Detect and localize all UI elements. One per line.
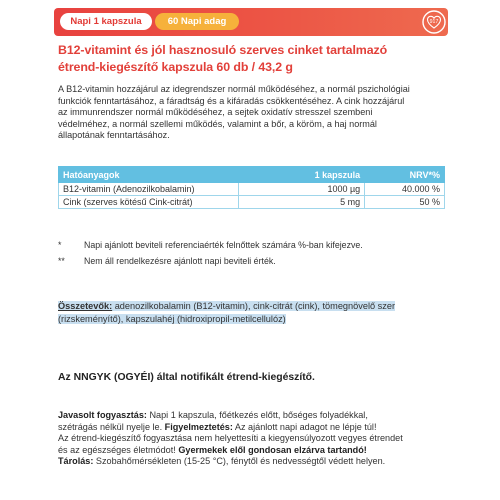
header-ingredients: Hatóanyagok <box>59 167 239 183</box>
product-description <box>58 84 450 142</box>
ingredients-text: (rizskeményítő), kapszulahéj (hidroxipropil-metilcellulóz) <box>58 313 286 324</box>
footnote-mark: ** <box>58 256 65 266</box>
daily-dose-badge: 60 Napi adag <box>155 13 239 30</box>
cell-nrv: 40.000 % <box>365 183 445 196</box>
usage-label: Javasolt fogyasztás: <box>58 410 147 420</box>
brand-logo-icon <box>422 10 446 34</box>
cell-nrv: 50 % <box>365 196 445 209</box>
usage-text: szétrágás nélkül nyelje le. <box>58 421 165 432</box>
nutrition-table <box>58 166 445 209</box>
footnote-text: Nem áll rendelkezésre ajánlott napi beviteli érték. <box>84 256 276 266</box>
description-line: védelméhez, a normál szellemi működés, valamint a bőr, a köröm, a haj normál <box>58 118 377 129</box>
footnote-text: Napi ajánlott beviteli referenciaérték felnőttek számára %-ban kifejezve. <box>84 240 363 250</box>
cell-name: Cink (szerves kötésű Cink-citrát) <box>59 196 239 209</box>
header-per-capsule: 1 kapszula <box>238 167 365 183</box>
storage-label: Tárolás: <box>58 456 94 467</box>
table-header-row <box>59 167 445 183</box>
cell-name: B12-vitamin (Adenozilkobalamin) <box>59 183 239 196</box>
ingredients-label: Összetevők: <box>58 301 113 311</box>
usage-block <box>58 410 458 468</box>
table-row <box>59 196 445 209</box>
cell-amount: 5 mg <box>238 196 365 209</box>
daily-capsule-badge: Napi 1 kapszula <box>60 13 152 30</box>
title-line: étrend-kiegészítő kapszula 60 db / 43,2 g <box>58 60 293 74</box>
children-warning: Gyermekek elől gondosan elzárva tartandó! <box>178 444 367 455</box>
usage-text: Napi 1 kapszula, főétkezés előtt, bőséges folyadékkal, <box>146 410 368 420</box>
title-line: B12-vitamint és jól hasznosuló szerves cinket tartalmazó <box>58 43 388 57</box>
description-line: állapotának fenntartásához. <box>58 130 170 141</box>
ingredients-text: adenozilkobalamin (B12-vitamin), cink-citrát (cink), tömegnövelő szer <box>112 301 396 311</box>
notification-statement: Az NNGYK (OGYÉI) által notifikált étrend-kiegészítő. <box>58 372 315 383</box>
usage-text: és az egészséges életmódot! <box>58 444 179 455</box>
description-line: az immunrendszer normál működéséhez, a sejtek oxidatív stresszel szembeni <box>58 107 373 118</box>
storage-text: Szobahőmérsékleten (15-25 °C), fénytől és nedvességtől védett helyen. <box>93 456 386 467</box>
description-line: A B12-vitamin hozzájárul az idegrendszer normál működéséhez, a normál pszichológiai <box>58 84 410 94</box>
warning-label: Figyelmeztetés: <box>164 421 233 432</box>
table-row <box>59 183 445 196</box>
ingredients-block <box>58 300 438 325</box>
footnote-mark: * <box>58 240 62 250</box>
cell-amount: 1000 µg <box>238 183 365 196</box>
description-line: funkciók fenntartásához, a fáradtság és a kifáradás csökkentéséhez. A cink hozzájárul <box>58 95 405 106</box>
header-nrv: NRV*% <box>365 167 445 183</box>
usage-text: Az étrend-kiegészítő fogyasztása nem helyettesíti a kiegyensúlyozott vegyes étrendet <box>58 433 403 444</box>
logo-text: 917 <box>429 18 439 25</box>
heart-logo-icon <box>422 10 446 34</box>
footnote-nrv <box>58 240 363 251</box>
warning-text: Az ajánlott napi adagot ne lépje túl! <box>232 421 377 432</box>
footnote-no-value <box>58 256 276 267</box>
product-title <box>58 42 458 76</box>
